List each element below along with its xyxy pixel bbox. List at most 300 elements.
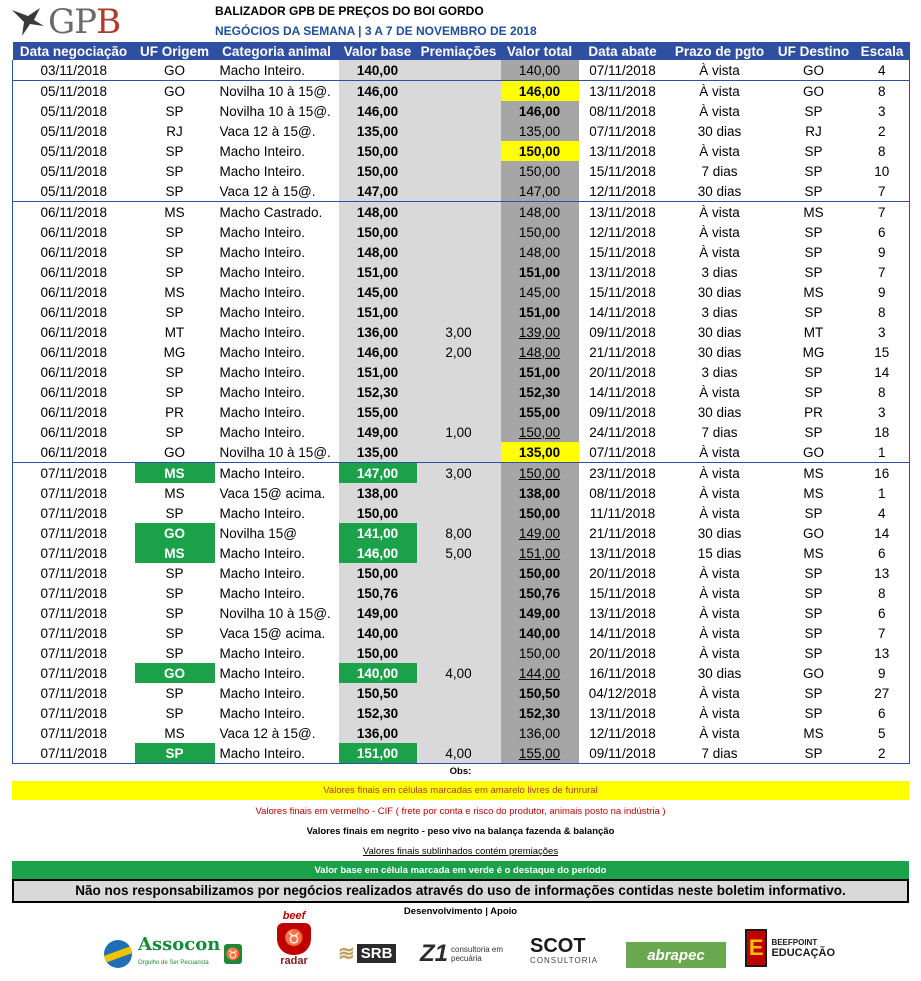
cell-date: 06/11/2018 <box>13 262 135 282</box>
cell-premiacao <box>417 181 501 202</box>
cell-data-abate: 09/11/2018 <box>579 743 667 764</box>
cell-valor-total: 149,00 <box>501 603 579 623</box>
cell-prazo: 30 dias <box>697 404 742 420</box>
cell-uf-destino: GO <box>802 525 824 541</box>
cell-premiacao <box>417 402 501 422</box>
table-row <box>13 141 910 161</box>
table-row <box>13 683 910 703</box>
page-header <box>0 0 921 42</box>
col-data-abate: Data abate <box>579 42 667 60</box>
cell-prazo: À vista <box>667 463 773 484</box>
cell-data-abate: 07/11/2018 <box>589 62 656 78</box>
cell-uf-origem: SP <box>165 505 184 521</box>
cell-uf-origem: SP <box>165 244 184 260</box>
table-row <box>13 603 910 623</box>
cell-valor-total: 147,00 <box>501 181 579 202</box>
table-row <box>13 422 910 442</box>
cell-date: 06/11/2018 <box>13 242 135 262</box>
cell-categoria: Novilha 10 à 15@. <box>219 444 331 460</box>
cell-valor-total: 150,00 <box>501 463 579 484</box>
cell-prazo: À vista <box>699 685 740 701</box>
cell-date: 07/11/2018 <box>13 723 135 743</box>
cell-categoria: Macho Inteiro. <box>219 284 306 300</box>
cell-premiacao: 8,00 <box>417 523 501 543</box>
cell-valor-base: 150,00 <box>339 643 417 663</box>
cell-uf-destino: SP <box>804 565 823 581</box>
col-uf-destino: UF Destino <box>773 42 855 60</box>
cell-valor-base: 150,00 <box>339 222 417 242</box>
cell-data-abate: 14/11/2018 <box>589 384 656 400</box>
cell-data-abate: 13/11/2018 <box>589 143 656 159</box>
table-row <box>13 322 910 342</box>
cell-categoria: Macho Inteiro. <box>215 743 339 764</box>
cell-date: 06/11/2018 <box>13 322 135 342</box>
cell-valor-base: 150,76 <box>339 583 417 603</box>
table-row <box>13 743 910 764</box>
cell-escala: 27 <box>855 683 910 703</box>
cell-valor-total: 148,00 <box>501 242 579 262</box>
cell-data-abate: 13/11/2018 <box>589 705 656 721</box>
cell-escala: 9 <box>855 282 910 302</box>
cell-uf-destino: SP <box>804 505 823 521</box>
cell-premiacao <box>417 683 501 703</box>
cell-escala: 3 <box>855 101 910 121</box>
disclaimer: Não nos responsabilizamos por negócios realizados através do uso de informações contidas neste boletim informativo. <box>12 879 909 903</box>
cell-prazo: À vista <box>699 103 740 119</box>
cell-date: 07/11/2018 <box>13 583 135 603</box>
cell-uf-destino: MS <box>803 284 824 300</box>
cell-data-abate: 20/11/2018 <box>589 565 656 581</box>
table-row <box>13 181 910 202</box>
cell-premiacao <box>417 723 501 743</box>
cell-escala: 7 <box>855 262 910 282</box>
cell-uf-destino: SP <box>804 103 823 119</box>
cell-premiacao <box>417 563 501 583</box>
cell-valor-base: 141,00 <box>339 523 417 543</box>
cell-date: 07/11/2018 <box>13 483 135 503</box>
cell-categoria: Macho Inteiro. <box>219 665 306 681</box>
cell-valor-base: 151,00 <box>339 302 417 322</box>
col-data-negociacao: Data negociação <box>13 42 135 60</box>
cell-premiacao <box>417 222 501 242</box>
beef-radar-logo: beef ♉ radar <box>268 911 320 971</box>
cell-escala: 4 <box>855 503 910 523</box>
cell-categoria: Macho Inteiro. <box>219 505 306 521</box>
cell-premiacao <box>417 643 501 663</box>
cell-valor-total: 149,00 <box>501 523 579 543</box>
table-row <box>13 342 910 362</box>
cell-data-abate: 15/11/2018 <box>589 284 656 300</box>
cell-valor-base: 151,00 <box>339 262 417 282</box>
cell-premiacao <box>417 583 501 603</box>
cell-valor-base: 145,00 <box>339 282 417 302</box>
cell-data-abate: 13/11/2018 <box>579 81 667 102</box>
cell-escala: 4 <box>855 60 910 81</box>
cell-data-abate: 15/11/2018 <box>589 244 656 260</box>
cell-uf-destino: SP <box>804 424 823 440</box>
cell-data-abate: 11/11/2018 <box>589 505 656 521</box>
cell-date: 07/11/2018 <box>13 503 135 523</box>
cell-categoria: Macho Inteiro. <box>219 565 306 581</box>
col-premiacoes: Premiações <box>417 42 501 60</box>
cell-date: 06/11/2018 <box>13 402 135 422</box>
cell-uf-origem: SP <box>165 424 184 440</box>
table-row <box>13 442 910 463</box>
cell-escala: 1 <box>855 442 910 463</box>
cell-valor-total: 150,50 <box>501 683 579 703</box>
cell-escala: 9 <box>855 663 910 683</box>
cell-categoria: Macho Inteiro. <box>219 244 306 260</box>
cell-data-abate: 12/11/2018 <box>589 183 656 199</box>
table-row <box>13 60 910 81</box>
cell-escala: 5 <box>855 723 910 743</box>
cell-data-abate: 07/11/2018 <box>589 123 656 139</box>
note-green: Valor base em célula marcada em verde é o destaque do período <box>12 861 909 880</box>
cell-categoria: Vaca 12 à 15@. <box>219 725 316 741</box>
cell-date: 06/11/2018 <box>13 422 135 442</box>
cell-valor-base: 146,00 <box>339 81 417 102</box>
cell-data-abate: 21/11/2018 <box>589 525 656 541</box>
table-row <box>13 483 910 503</box>
cell-data-abate: 15/11/2018 <box>589 585 656 601</box>
cell-uf-origem: MS <box>135 202 215 223</box>
cell-prazo: À vista <box>699 565 740 581</box>
cell-uf-origem: SP <box>165 605 184 621</box>
cell-date: 06/11/2018 <box>13 282 135 302</box>
cell-valor-total: 151,00 <box>501 362 579 382</box>
cell-uf-origem: SP <box>165 705 184 721</box>
cell-escala: 8 <box>855 583 910 603</box>
table-header-row <box>13 42 910 60</box>
cell-categoria: Macho Inteiro. <box>219 364 306 380</box>
scot-logo: SCOT CONSULTORIA <box>530 935 599 965</box>
page-title: BALIZADOR GPB DE PREÇOS DO BOI GORDO <box>215 4 484 18</box>
cell-uf-destino: SP <box>804 384 823 400</box>
abrapec-logo: abrapec <box>626 942 726 968</box>
cell-escala: 3 <box>855 402 910 422</box>
table-row <box>13 382 910 402</box>
cell-valor-total: 140,00 <box>501 60 579 81</box>
cell-valor-total: 148,00 <box>501 202 579 223</box>
cell-uf-origem: MS <box>164 485 185 501</box>
cell-escala: 3 <box>855 322 910 342</box>
cell-data-abate: 20/11/2018 <box>589 645 656 661</box>
cell-premiacao: 5,00 <box>417 543 501 563</box>
cell-uf-origem: GO <box>135 663 215 683</box>
cell-prazo: À vista <box>699 645 740 661</box>
cell-valor-base: 152,30 <box>339 382 417 402</box>
cell-data-abate: 12/11/2018 <box>589 224 656 240</box>
cell-valor-base: 138,00 <box>339 483 417 503</box>
cell-premiacao <box>417 703 501 723</box>
cell-uf-destino: SP <box>804 163 823 179</box>
bull-head-icon: ♉ <box>277 923 311 955</box>
cell-valor-total: 135,00 <box>501 442 579 463</box>
col-valor-total: Valor total <box>501 42 579 60</box>
cell-premiacao <box>417 483 501 503</box>
cell-prazo: À vista <box>699 444 740 460</box>
cell-escala: 7 <box>855 623 910 643</box>
cell-uf-origem: GO <box>163 62 185 78</box>
cell-categoria: Novilha 10 à 15@. <box>219 103 331 119</box>
table-row <box>13 121 910 141</box>
cell-escala: 6 <box>855 603 910 623</box>
col-escala: Escala <box>855 42 910 60</box>
cell-prazo: 30 dias <box>697 324 742 340</box>
table-row <box>13 402 910 422</box>
cell-valor-total: 136,00 <box>501 723 579 743</box>
prices-table <box>12 42 910 764</box>
cell-categoria: Macho Inteiro. <box>219 344 306 360</box>
cell-valor-base: 135,00 <box>339 121 417 141</box>
cell-escala: 15 <box>855 342 910 362</box>
table-row <box>13 523 910 543</box>
cell-uf-origem: GO <box>163 444 185 460</box>
cell-valor-base: 149,00 <box>339 422 417 442</box>
page-subtitle: NEGÓCIOS DA SEMANA | 3 A 7 DE NOVEMBRO DE 2018 <box>215 24 537 38</box>
cell-date: 05/11/2018 <box>13 161 135 181</box>
gpb-logo <box>10 2 122 40</box>
cell-prazo: 30 dias <box>697 344 742 360</box>
col-prazo-pgto: Prazo de pgto <box>667 42 773 60</box>
cell-data-abate: 14/11/2018 <box>589 304 656 320</box>
cell-premiacao <box>417 623 501 643</box>
cell-uf-destino: SP <box>804 585 823 601</box>
cell-valor-base: 135,00 <box>339 442 417 463</box>
cell-date: 07/11/2018 <box>13 543 135 563</box>
cell-prazo: À vista <box>699 585 740 601</box>
cell-data-abate: 09/11/2018 <box>589 324 656 340</box>
cell-date: 05/11/2018 <box>13 121 135 141</box>
logo-wordmark: GPB <box>48 2 121 42</box>
table-row <box>13 282 910 302</box>
cell-premiacao <box>417 161 501 181</box>
cell-data-abate: 12/11/2018 <box>589 725 656 741</box>
cell-date: 06/11/2018 <box>13 202 135 223</box>
cell-date: 06/11/2018 <box>13 302 135 322</box>
srb-logo: ≋ SRB <box>338 938 404 968</box>
cell-prazo: À vista <box>667 81 773 102</box>
cell-escala: 9 <box>855 242 910 262</box>
cell-prazo: À vista <box>699 244 740 260</box>
cell-date: 05/11/2018 <box>13 101 135 121</box>
cell-categoria: Macho Inteiro. <box>219 404 306 420</box>
cell-uf-origem: SP <box>135 743 215 764</box>
cell-uf-destino: SP <box>804 625 823 641</box>
cell-categoria: Vaca 15@ acima. <box>219 625 326 641</box>
cell-uf-destino: SP <box>804 143 823 159</box>
cell-valor-base: 140,00 <box>339 60 417 81</box>
cell-data-abate: 13/11/2018 <box>589 545 656 561</box>
cell-prazo: À vista <box>699 705 740 721</box>
cell-data-abate: 24/11/2018 <box>589 424 656 440</box>
cell-categoria: Macho Inteiro. <box>219 264 306 280</box>
cell-uf-destino: SP <box>804 183 823 199</box>
cell-date: 06/11/2018 <box>13 342 135 362</box>
table-row <box>13 222 910 242</box>
cell-prazo: 3 dias <box>701 364 738 380</box>
cell-date: 07/11/2018 <box>13 523 135 543</box>
cell-date: 06/11/2018 <box>13 362 135 382</box>
cell-date: 07/11/2018 <box>13 743 135 764</box>
cell-valor-base: 151,00 <box>339 362 417 382</box>
cell-uf-origem: SP <box>165 103 184 119</box>
cell-valor-base: 147,00 <box>339 181 417 202</box>
table-row <box>13 543 910 563</box>
cell-categoria: Macho Inteiro. <box>215 463 339 484</box>
cell-valor-total: 148,00 <box>501 342 579 362</box>
cell-prazo: À vista <box>699 505 740 521</box>
cell-uf-origem: SP <box>165 384 184 400</box>
cell-valor-base: 150,00 <box>339 141 417 161</box>
cell-date: 06/11/2018 <box>13 222 135 242</box>
cell-valor-base: 149,00 <box>339 603 417 623</box>
cell-uf-destino: GO <box>802 444 824 460</box>
cell-categoria: Macho Inteiro. <box>219 304 306 320</box>
cell-uf-destino: GO <box>802 62 824 78</box>
cell-data-abate: 15/11/2018 <box>589 163 656 179</box>
cell-data-abate: 13/11/2018 <box>589 264 656 280</box>
cell-date: 07/11/2018 <box>13 563 135 583</box>
cell-categoria: Macho Inteiro. <box>219 143 306 159</box>
table-row <box>13 563 910 583</box>
cell-categoria: Vaca 12 à 15@. <box>219 183 316 199</box>
cell-uf-destino: SP <box>804 244 823 260</box>
cell-valor-base: 150,00 <box>339 563 417 583</box>
cell-uf-destino: GO <box>773 81 855 102</box>
cell-prazo: À vista <box>699 725 740 741</box>
cell-uf-destino: GO <box>802 665 824 681</box>
cell-data-abate: 21/11/2018 <box>589 344 656 360</box>
cell-escala: 14 <box>855 362 910 382</box>
cell-prazo: 30 dias <box>697 665 742 681</box>
cell-valor-base: 136,00 <box>339 322 417 342</box>
cell-uf-origem: SP <box>165 143 184 159</box>
table-row <box>13 703 910 723</box>
cell-valor-total: 139,00 <box>501 322 579 342</box>
cell-premiacao <box>417 202 501 223</box>
cell-valor-base: 150,00 <box>339 503 417 523</box>
table-row <box>13 161 910 181</box>
cell-prazo: À vista <box>699 384 740 400</box>
cell-escala: 6 <box>855 703 910 723</box>
cell-categoria: Macho Inteiro. <box>219 62 306 78</box>
cell-data-abate: 04/12/2018 <box>588 685 657 701</box>
cell-categoria: Macho Inteiro. <box>219 545 306 561</box>
cell-uf-origem: SP <box>165 364 184 380</box>
cell-escala: 8 <box>855 382 910 402</box>
cell-premiacao <box>417 121 501 141</box>
cell-escala: 14 <box>855 523 910 543</box>
cell-escala: 7 <box>855 181 910 202</box>
cell-uf-destino: SP <box>804 705 823 721</box>
cell-prazo: À vista <box>699 485 740 501</box>
cell-premiacao <box>417 81 501 102</box>
table-row <box>13 723 910 743</box>
cell-uf-destino: SP <box>804 605 823 621</box>
cell-prazo: 3 dias <box>701 264 738 280</box>
cell-uf-destino: SP <box>804 685 823 701</box>
cell-premiacao <box>417 362 501 382</box>
table-row <box>13 663 910 683</box>
cell-valor-total: 135,00 <box>501 121 579 141</box>
cell-uf-origem: SP <box>165 565 184 581</box>
cell-uf-origem: MS <box>164 284 185 300</box>
cell-categoria: Novilha 10 à 15@. <box>219 605 331 621</box>
cell-prazo: À vista <box>667 202 773 223</box>
cell-date: 07/11/2018 <box>13 603 135 623</box>
cell-valor-base: 140,00 <box>339 663 417 683</box>
table-body <box>13 60 910 764</box>
cell-uf-destino: MS <box>803 545 824 561</box>
table-row <box>13 262 910 282</box>
cell-valor-total: 150,00 <box>501 503 579 523</box>
cell-valor-base: 146,00 <box>339 101 417 121</box>
cell-uf-destino: SP <box>804 304 823 320</box>
cell-escala: 6 <box>855 543 910 563</box>
cell-date: 03/11/2018 <box>13 60 135 81</box>
table-row <box>13 302 910 322</box>
cell-premiacao <box>417 141 501 161</box>
cell-valor-total: 152,30 <box>501 703 579 723</box>
cell-prazo: 30 dias <box>697 123 742 139</box>
cell-uf-destino: SP <box>804 645 823 661</box>
cell-premiacao <box>417 242 501 262</box>
cell-valor-total: 150,00 <box>501 222 579 242</box>
cell-prazo: 30 dias <box>697 525 742 541</box>
cell-escala: 18 <box>855 422 910 442</box>
cell-escala: 8 <box>855 81 910 102</box>
cell-valor-total: 138,00 <box>501 483 579 503</box>
cell-categoria: Macho Inteiro. <box>219 384 306 400</box>
cell-prazo: 7 dias <box>701 163 738 179</box>
cell-date: 07/11/2018 <box>13 643 135 663</box>
cell-date: 07/11/2018 <box>13 463 135 484</box>
cell-premiacao: 2,00 <box>417 342 501 362</box>
cell-uf-destino: SP <box>773 743 855 764</box>
cell-valor-total: 150,00 <box>501 422 579 442</box>
cell-valor-total: 146,00 <box>501 101 579 121</box>
cell-premiacao <box>417 262 501 282</box>
cell-date: 07/11/2018 <box>13 663 135 683</box>
cell-valor-total: 145,00 <box>501 282 579 302</box>
cell-escala: 6 <box>855 222 910 242</box>
cell-categoria: Novilha 15@ <box>219 525 297 541</box>
cell-premiacao <box>417 442 501 463</box>
cell-premiacao <box>417 503 501 523</box>
cell-date: 05/11/2018 <box>13 141 135 161</box>
cell-data-abate: 09/11/2018 <box>589 404 656 420</box>
cell-prazo: À vista <box>699 62 740 78</box>
cell-valor-base: 151,00 <box>339 743 417 764</box>
table-row <box>13 81 910 102</box>
cell-date: 07/11/2018 <box>13 683 135 703</box>
cell-valor-total: 150,76 <box>501 583 579 603</box>
cell-categoria: Macho Inteiro. <box>219 645 306 661</box>
cell-uf-destino: MT <box>803 324 824 340</box>
col-uf-origem: UF Origem <box>135 42 215 60</box>
cell-valor-base: 140,00 <box>339 623 417 643</box>
table-row <box>13 503 910 523</box>
cell-valor-total: 144,00 <box>501 663 579 683</box>
cell-uf-origem: MG <box>163 344 186 360</box>
cell-data-abate: 20/11/2018 <box>589 364 656 380</box>
cell-valor-total: 150,00 <box>501 141 579 161</box>
bird-icon <box>10 4 46 38</box>
note-red: Valores finais em vermelho - CIF ( frete por conta e risco do produtor, animais posto na indústria ) <box>255 806 666 817</box>
cell-uf-origem: SP <box>165 685 184 701</box>
cell-premiacao <box>417 302 501 322</box>
